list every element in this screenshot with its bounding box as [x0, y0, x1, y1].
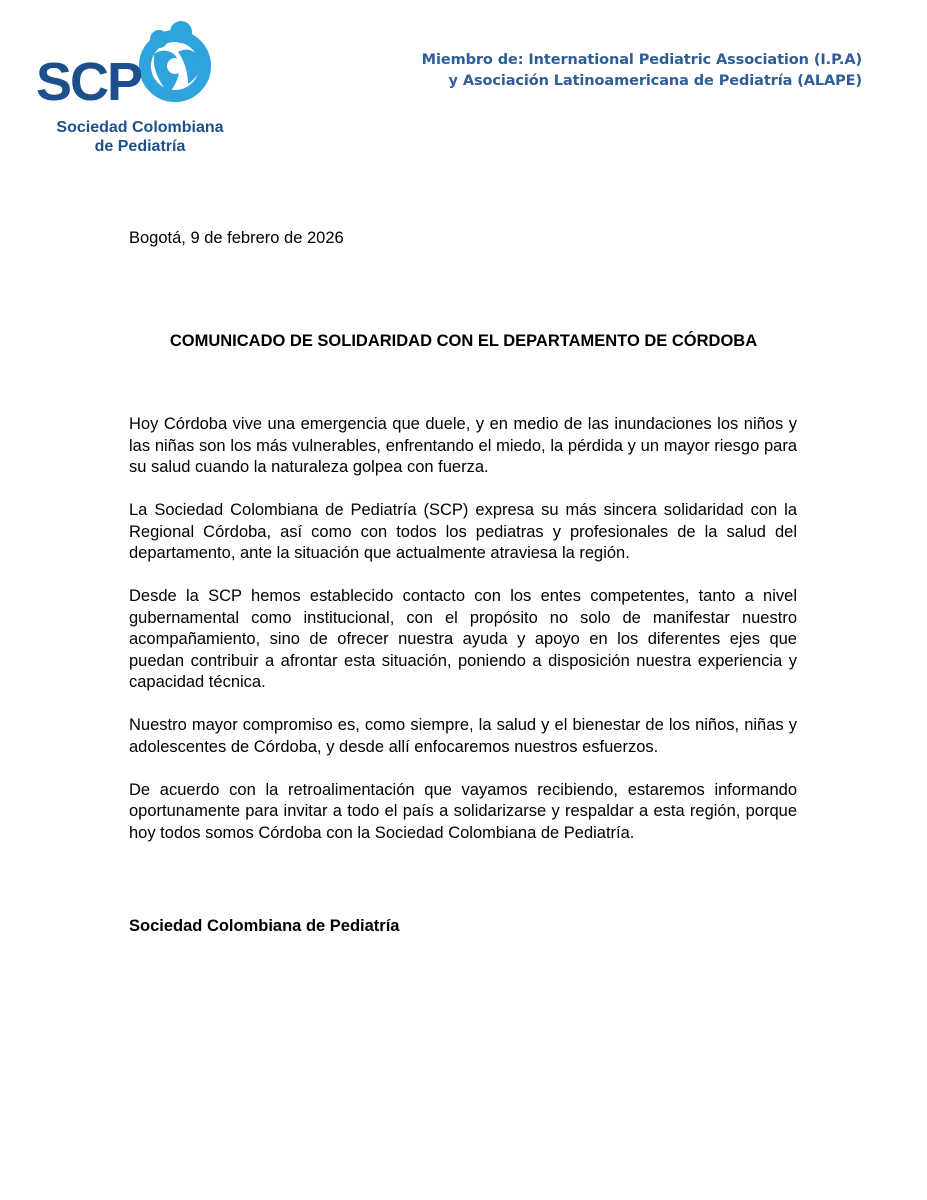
- family-emblem-icon: [145, 21, 205, 96]
- logo-acronym: SCP: [36, 52, 142, 112]
- membership-line1: Miembro de: International Pediatric Association (I.P.A): [421, 52, 862, 68]
- paragraph: La Sociedad Colombiana de Pediatría (SCP) expresa su más sincera solidaridad con la Regional Córdoba, así como con todos los pediatras y profesionales de la salud del departamento, ante la situación que actualmente atraviesa la región.: [129, 501, 797, 562]
- membership-line2: y Asociación Latinoamericana de Pediatría (ALAPE): [448, 73, 862, 89]
- paragraph: Desde la SCP hemos establecido contacto con los entes competentes, tanto a nivel gubernamental como institucional, con el propósito no solo de manifestar nuestro acompañamiento, sino de ofrecer nuestra ayuda y apoyo en los diferentes ejes que puedan contribuir a afrontar esta situación, poniendo a disposición nuestra experiencia y capacidad técnica.: [129, 587, 797, 691]
- letter-signature: Sociedad Colombiana de Pediatría: [129, 917, 400, 935]
- paragraph: Nuestro mayor compromiso es, como siempre, la salud y el bienestar de los niños, niñas y adolescentes de Córdoba, y desde allí enfocaremos nuestros esfuerzos.: [129, 716, 797, 756]
- logo-name-line2: de Pediatría: [94, 138, 186, 155]
- logo-organization-name: [40, 118, 240, 156]
- membership-statement: [400, 50, 862, 92]
- scp-logo: [28, 14, 224, 155]
- letter-body: [129, 414, 797, 866]
- letter-title: COMUNICADO DE SOLIDARIDAD CON EL DEPARTAMENTO DE CÓRDOBA: [169, 332, 758, 350]
- logo-name-line1: Sociedad Colombiana: [56, 119, 224, 136]
- paragraph: Hoy Córdoba vive una emergencia que duele, y en medio de las inundaciones los niños y las niñas son los más vulnerables, enfrentando el miedo, la pérdida y un mayor riesgo para su salud cuando la naturaleza golpea con fuerza.: [129, 415, 797, 476]
- paragraph: De acuerdo con la retroalimentación que vayamos recibiendo, estaremos informando oportunamente para invitar a todo el país a solidarizarse y respaldar a esta región, porque hoy todos somos Córdoba con la Sociedad Colombiana de Pediatría.: [129, 780, 797, 842]
- letter-date: Bogotá, 9 de febrero de 2026: [129, 229, 344, 247]
